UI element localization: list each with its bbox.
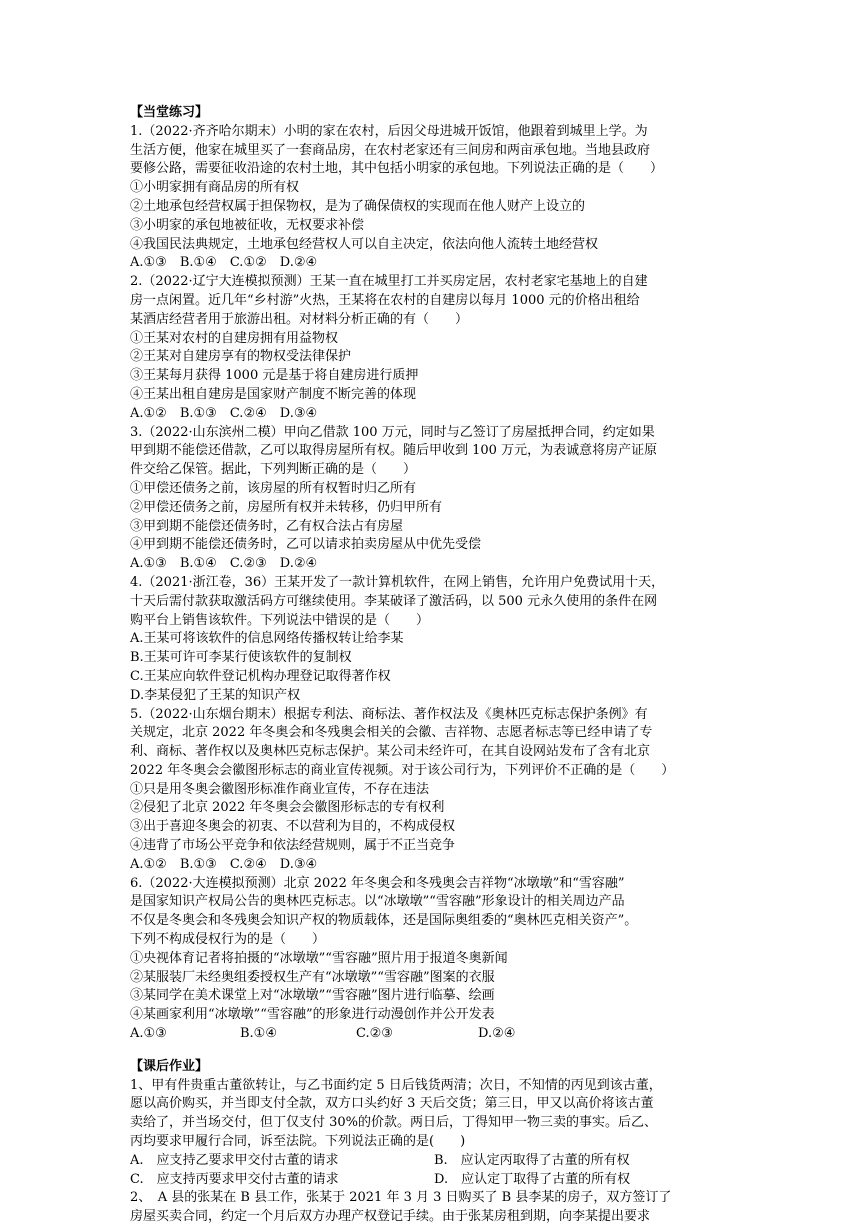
homework-question-2 (130, 1189, 738, 1227)
statement-2: ②王某对自建房享有的物权受法律保护 (130, 349, 352, 365)
option-a: A.王某可将该软件的信息网络传播权转让给李某 (130, 631, 404, 647)
question-line: 房屋买卖合同，约定一个月后双方办理产权登记手续。由于张某房租到期，向李某提出要求 (130, 1209, 651, 1225)
section-heading-practice: 【当堂练习】 (130, 105, 209, 120)
question-line: 十天后需付款获取激活码方可继续使用。李某破译了激活码，以 500 元永久使用的条件在网 (130, 593, 658, 609)
option-b: B.①④ (240, 1026, 277, 1042)
option-d: D. 应认定丁取得了古董的所有权 (434, 1171, 631, 1187)
question-line: 某酒店经营者用于旅游出租。对材料分析正确的有（ ） (130, 311, 469, 327)
question-line: 2.（2022·辽宁大连模拟预测）王某一直在城里打工并买房定居，农村老家宅基地上的自建 (130, 274, 648, 290)
question-line: 利、商标、著作权以及奥林匹克标志保护。某公司未经许可，在其自设网站发布了含有北京 (130, 744, 651, 760)
statement-3: ③小明家的承包地被征收，无权要求补偿 (130, 217, 365, 233)
section-heading-homework: 【课后作业】 (130, 1058, 209, 1074)
answer-options-row (130, 1152, 738, 1171)
question-6 (130, 875, 738, 1044)
answer-options: A.①② B.①③ C.②④ D.③④ (130, 405, 318, 421)
question-line: 3.（2022·山东滨州二模）甲向乙借款 100 万元，同时与乙签订了房屋抵押合同，约定如果 (130, 424, 655, 440)
question-line: 4.（2021·浙江卷，36）王某开发了一款计算机软件，在网上销售，允许用户免费试用十天， (130, 574, 665, 590)
answer-options: A.①③ B.①④ C.②③ D.②④ (130, 556, 318, 572)
answer-options: A.①③ B.①④ C.①② D.②④ (130, 255, 318, 271)
statement-1: ①小明家拥有商品房的所有权 (130, 180, 300, 196)
option-c: C.王某应向软件登记机构办理登记取得著作权 (130, 668, 391, 684)
statement-2: ②土地承包经营权属于担保物权，是为了确保债权的实现而在他人财产上设立的 (130, 198, 586, 214)
statement-3: ③出于喜迎冬奥会的初衷、不以营利为目的，不构成侵权 (130, 819, 456, 835)
question-4 (130, 574, 738, 706)
statement-3: ③王某每月获得 1000 元是基于将自建房进行质押 (130, 368, 419, 384)
answer-options-row (130, 1171, 738, 1190)
document-page (130, 104, 738, 1227)
statement-1: ①王某对农村的自建房拥有用益物权 (130, 330, 339, 346)
question-line: 房一点闲置。近几年“乡村游”火热，王某将在农村的自建房以每月 1000 元的价格出租给 (130, 292, 640, 308)
statement-1: ①甲偿还债务之前，该房屋的所有权暂时归乙所有 (130, 480, 417, 496)
statement-1: ①央视体育记者将拍摄的“冰墩墩”“雪容融”照片用于报道冬奥新闻 (130, 950, 508, 966)
statement-3: ③甲到期不能偿还债务时，乙有权合法占有房屋 (130, 518, 404, 534)
question-line: 2、 A 县的张某在 B 县工作，张某于 2021 年 3 月 3 日购买了 B 县李某的房子，双方签订了 (130, 1190, 672, 1206)
statement-4: ④某画家利用“冰墩墩”“雪容融”的形象进行动漫创作并公开发表 (130, 1007, 495, 1023)
question-3 (130, 424, 738, 574)
question-1 (130, 123, 738, 273)
question-line: 1、甲有件贵重古董欲转让，与乙书面约定 5 日后钱货两清；次日，不知情的丙见到该古董， (130, 1077, 662, 1093)
question-line: 愿以高价购买，并当即支付全款，双方口头约好 3 天后交货；第三日，甲又以高价将该古董 (130, 1096, 654, 1112)
question-line: 6.（2022·大连模拟预测）北京 2022 年冬奥会和冬残奥会吉祥物“冰墩墩”和“雪容融” (130, 875, 625, 891)
question-line: 下列不构成侵权行为的是（ ） (130, 932, 326, 948)
question-line: 丙均要求甲履行合同，诉至法院。下列说法正确的是( ) (130, 1134, 466, 1150)
question-line: 5.（2022·山东烟台期末）根据专利法、商标法、著作权法及《奥林匹克标志保护条例》有 (130, 706, 648, 722)
statement-4: ④违背了市场公平竞争和依法经营规则，属于不正当竞争 (130, 838, 456, 854)
statement-2: ②某服装厂未经奥组委授权生产有“冰墩墩”“雪容融”图案的衣服 (130, 969, 495, 985)
option-b: B.王某可许可李某行使该软件的复制权 (130, 650, 352, 666)
question-line: 2022 年冬奥会会徽图形标志的商业宣传视频。对于该公司行为，下列评价不正确的是（ ） (130, 762, 675, 778)
question-line: 要修公路，需要征收沿途的农村土地，其中包括小明家的承包地。下列说法正确的是（ ） (130, 161, 664, 177)
question-line: 生活方便，他家在城里买了一套商品房，在农村老家还有三间房和两亩承包地。当地县政府 (130, 142, 651, 158)
question-line: 卖给了，并当场交付，但丁仅支付 30%的价款。两日后，丁得知甲一物三卖的事实。后乙、 (130, 1115, 658, 1131)
question-line: 购平台上销售该软件。下列说法中错误的是（ ） (130, 612, 430, 628)
statement-4: ④王某出租自建房是国家财产制度不断完善的体现 (130, 386, 417, 402)
statement-3: ③某同学在美术课堂上对“冰墩墩”“雪容融”图片进行临摹、绘画 (130, 988, 495, 1004)
homework-question-1 (130, 1077, 738, 1190)
answer-options: A.①② B.①③ C.②④ D.③④ (130, 856, 318, 872)
statement-4: ④我国民法典规定，土地承包经营权人可以自主决定，依法向他人流转土地经营权 (130, 236, 599, 252)
section-spacer (130, 1044, 738, 1058)
question-5 (130, 706, 738, 875)
statement-2: ②侵犯了北京 2022 年冬奥会会徽图形标志的专有权利 (130, 800, 445, 816)
answer-options (130, 1025, 738, 1044)
question-line: 甲到期不能偿还借款，乙可以取得房屋所有权。随后甲收到 100 万元，为表诚意将房产证原 (130, 443, 658, 459)
statement-4: ④甲到期不能偿还债务时，乙可以请求拍卖房屋从中优先受偿 (130, 537, 482, 553)
question-2 (130, 273, 738, 423)
option-d: D.李某侵犯了王某的知识产权 (130, 687, 301, 703)
option-a: A. 应支持乙要求甲交付古董的请求 (130, 1152, 339, 1168)
question-line: 1.（2022·齐齐哈尔期末）小明的家在农村，后因父母进城开饭馆，他跟着到城里上学。为 (130, 123, 648, 139)
option-d: D.②④ (478, 1026, 516, 1042)
question-line: 不仅是冬奥会和冬残奥会知识产权的物质载体，还是国际奥组委的“奥林匹克相关资产”。 (130, 913, 638, 929)
option-c: C.②③ (356, 1026, 393, 1042)
statement-1: ①只是用冬奥会徽图形标准作商业宣传，不存在违法 (130, 781, 430, 797)
question-line: 关规定，北京 2022 年冬奥会和冬残奥会相关的会徽、吉祥物、志愿者标志等已经申请了专 (130, 725, 653, 741)
question-line: 是国家知识产权局公告的奥林匹克标志。以“冰墩墩”“雪容融”形象设计的相关周边产品 (130, 894, 625, 910)
question-line: 件交给乙保管。据此，下列判断正确的是（ ） (130, 462, 417, 478)
option-c: C. 应支持丙要求甲交付古董的请求 (130, 1171, 339, 1187)
option-a: A.①③ (130, 1026, 167, 1042)
option-b: B. 应认定丙取得了古董的所有权 (434, 1152, 630, 1168)
statement-2: ②甲偿还债务之前，房屋所有权并未转移，仍归甲所有 (130, 499, 443, 515)
